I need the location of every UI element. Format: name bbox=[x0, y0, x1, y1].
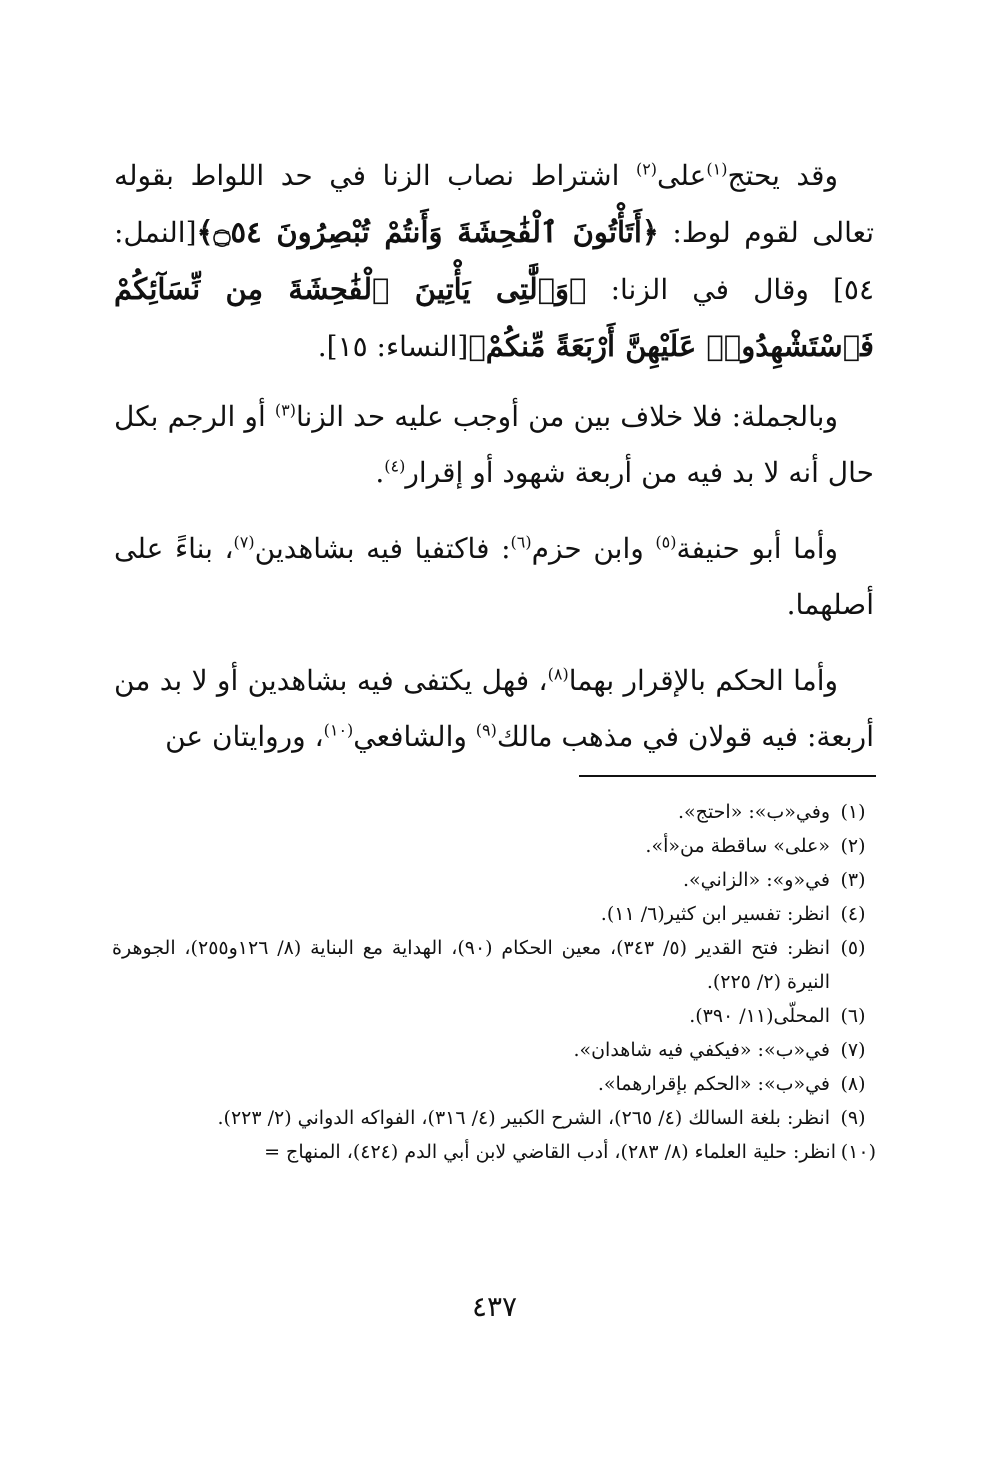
footnote-number: (١) bbox=[840, 801, 866, 823]
p4-text-b: ، فهل يكتفى فيه بشاهدين أو لا بد من أربعة: فيه قولان في مذهب مالك bbox=[114, 664, 874, 753]
p2-text-a: وبالجملة: فلا خلاف بين من أوجب عليه حد الزنا bbox=[295, 400, 838, 433]
paragraph-4 bbox=[114, 653, 874, 765]
footnote-text: انظر: حلية العلماء (٨/ ٢٨٣)، أدب القاضي لابن أبي الدم (٤٢٤)، المنهاج = bbox=[264, 1141, 836, 1163]
footnote-text: انظر: تفسير ابن كثير(٦/ ١١). bbox=[600, 903, 830, 925]
footnote bbox=[112, 897, 876, 931]
footnote-number: (٣) bbox=[840, 869, 866, 891]
footnote bbox=[112, 795, 876, 829]
footnote-number: (٦) bbox=[840, 1005, 866, 1027]
p1-text-c: اشتراط نصاب الزنا في حد اللواط بقوله تعالى لقوم لوط: bbox=[114, 159, 874, 249]
footnote-text: انظر: فتح القدير (٥/ ٣٤٣)، معين الحكام (٩٠)، الهداية مع البناية (٨/ ١٢٦و٢٥٥)، الجوهرة النيرة (٢/ ٢٢٥). bbox=[112, 937, 831, 993]
footnote-number: (٤) bbox=[840, 903, 866, 925]
footnote-ref-9: (٩) bbox=[475, 720, 497, 740]
footnote bbox=[112, 1101, 876, 1135]
footnote-ref-5: (٥) bbox=[655, 532, 677, 552]
footnotes bbox=[112, 795, 876, 1169]
p1-text-a: وقد يحتج bbox=[727, 159, 838, 192]
footnote-ref-10: (١٠) bbox=[323, 720, 354, 740]
paragraph-1 bbox=[114, 148, 874, 375]
p3-text-c: : فاكتفيا فيه بشاهدين bbox=[254, 532, 511, 565]
footnote bbox=[112, 999, 876, 1033]
p2-text-b: أو الرجم بكل حال أنه لا بد فيه من أربعة شهود أو إقرار bbox=[114, 400, 874, 489]
p1-text-b: على bbox=[657, 159, 707, 192]
footnote bbox=[112, 1033, 876, 1067]
p1-text-d: وقال في الزنا: bbox=[586, 273, 833, 306]
footnote-number: (١٠) bbox=[840, 1141, 876, 1163]
paragraph-2 bbox=[114, 389, 874, 501]
p4-text-c: والشافعي bbox=[353, 720, 476, 753]
footnote-number: (٨) bbox=[840, 1073, 866, 1095]
footnote bbox=[112, 863, 876, 897]
quran-verse-2: ﴿وَٱلَّٰتِى يَأْتِينَ ٱلْفَٰحِشَةَ مِن نِّسَآئِكُمْ فَٱسْتَشْهِدُوا۟ عَلَيْهِنَّ أَرْبَعَةً مِّنكُمْ﴾ bbox=[114, 272, 874, 363]
main-text bbox=[114, 148, 874, 785]
footnote-text: في«ب»: «الحكم بإقرارهما». bbox=[597, 1073, 830, 1095]
page-number: ٤٣٧ bbox=[471, 1290, 518, 1323]
footnote bbox=[112, 829, 876, 863]
paragraph-3 bbox=[114, 521, 874, 633]
verse-reference-1: [النمل: ٥٤] bbox=[114, 216, 874, 306]
footnote-ref-2: (٢) bbox=[635, 159, 658, 179]
p4-text-a: وأما الحكم بالإقرار بهما bbox=[568, 664, 839, 697]
quran-verse-1: ﴿أَتَأْتُونَ ٱلْفَٰحِشَةَ وَأَنتُمْ تُبْصِرُونَ ۝٥٤﴾ bbox=[196, 215, 659, 249]
footnote-text: انظر: بلغة السالك (٤/ ٢٦٥)، الشرح الكبير (٤/ ٣١٦)، الفواكه الدواني (٢/ ٢٢٣). bbox=[217, 1107, 830, 1129]
p3-text-d: ، بناءً على أصلهما. bbox=[114, 532, 874, 621]
footnote-number: (٩) bbox=[840, 1107, 866, 1129]
p3-text-b: وابن حزم bbox=[531, 532, 656, 565]
footnote-number: (٧) bbox=[840, 1039, 866, 1061]
p2-text-c: . bbox=[375, 456, 385, 489]
footnote-text: «على» ساقطة من«أ». bbox=[645, 835, 830, 857]
footnote bbox=[112, 1067, 876, 1101]
footnote bbox=[112, 1135, 876, 1169]
verse-reference-2: [النساء: ١٥]. bbox=[317, 330, 469, 363]
p3-text-a: وأما أبو حنيفة bbox=[676, 532, 838, 565]
footnote-text: في«ب»: «فيكفي فيه شاهدان». bbox=[573, 1039, 830, 1061]
footnote-text: في«و»: «الزاني». bbox=[682, 869, 830, 891]
footnote-ref-8: (٨) bbox=[547, 664, 569, 684]
footnote-ref-6: (٦) bbox=[510, 532, 532, 552]
p4-text-d: ، وروايتان عن bbox=[165, 720, 324, 753]
footnote-ref-1: (١) bbox=[706, 159, 728, 179]
footnote-separator bbox=[579, 775, 876, 777]
footnote-text: المحلّى(١١/ ٣٩٠). bbox=[689, 1005, 830, 1027]
footnote-text: وفي«ب»: «احتج». bbox=[678, 801, 830, 823]
footnote-ref-7: (٧) bbox=[233, 532, 255, 552]
footnote bbox=[112, 931, 876, 999]
footnote-number: (٥) bbox=[840, 937, 866, 959]
footnote-ref-3: (٣) bbox=[274, 400, 296, 420]
footnote-ref-4: (٤) bbox=[384, 456, 406, 476]
footnote-number: (٢) bbox=[840, 835, 866, 857]
